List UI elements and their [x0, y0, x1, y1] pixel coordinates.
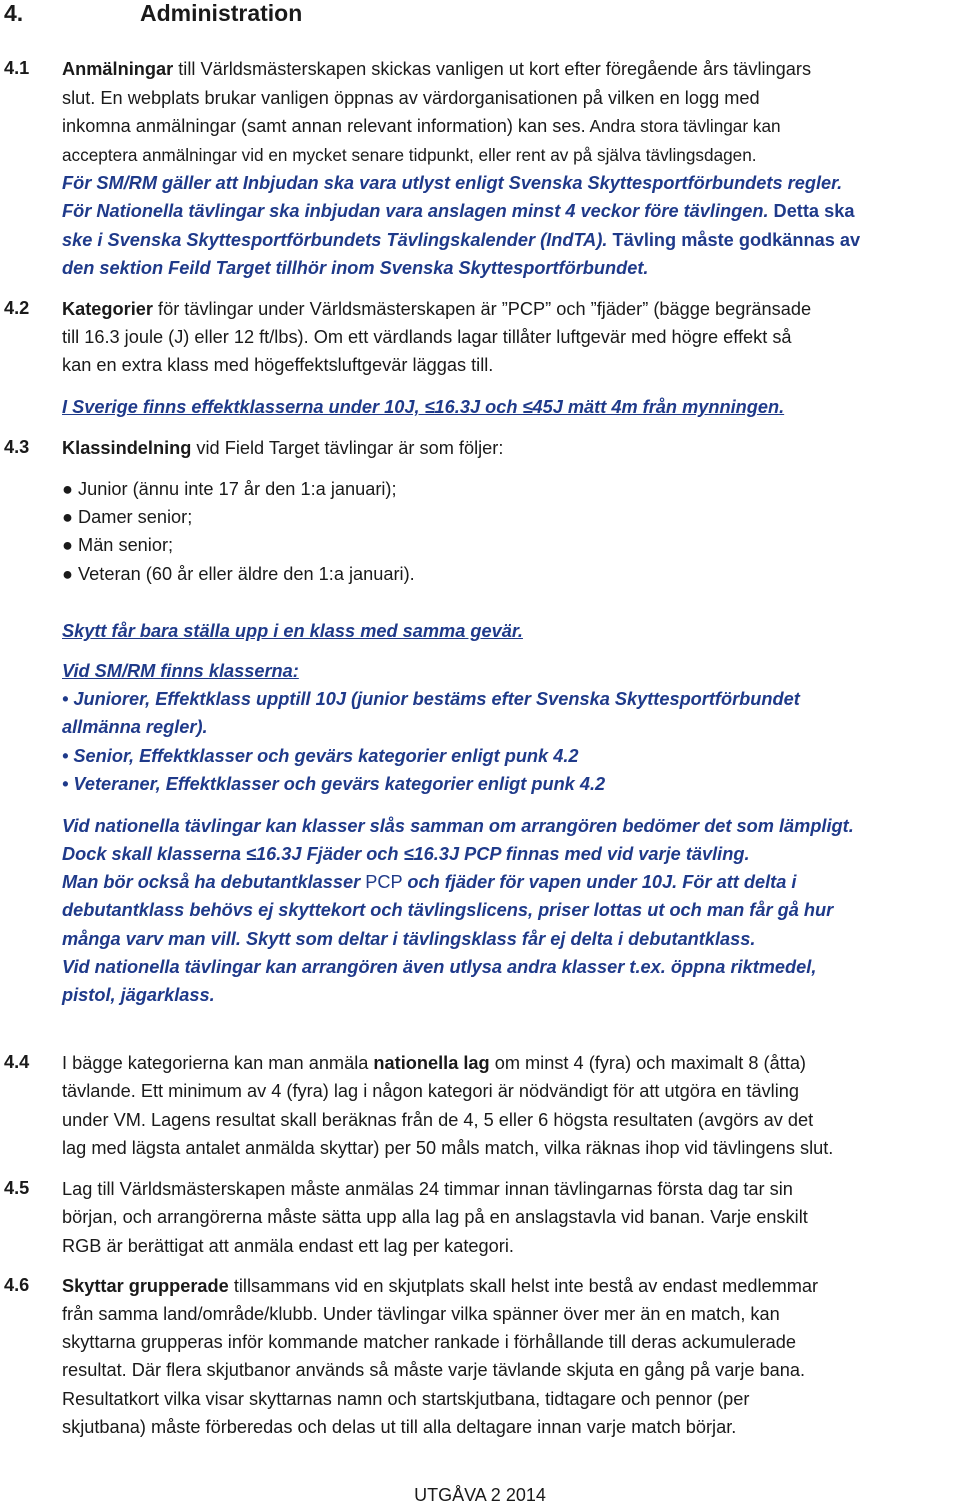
- section-4-3-p3-b: PCP: [360, 872, 408, 892]
- section-4-3-paragraph-line: debutantklass behövs ej skyttekort och tävlingslicens, priser lottas ut och man får gå hur: [62, 900, 834, 920]
- section-4-1-line-1-text: till Världsmästerskapen skickas vanligen ut kort efter föregående års tävlingars: [173, 59, 812, 79]
- section-4-4-line-1-c: om minst 4 (fyra) och maximalt 8 (åtta): [489, 1053, 806, 1073]
- section-4-1-lead: Anmälningar: [62, 59, 174, 79]
- section-4-1-line-3-b: Andra stora tävlingar kan: [585, 116, 781, 136]
- page-footer: UTGÅVA 2 2014: [414, 1485, 546, 1505]
- section-4-2-blue-1: I Sverige finns effektklasserna under 10J, ≤16.3J och ≤45J mätt 4m från mynningen.: [62, 397, 785, 417]
- section-4-6-line-6: skjutbana) måste förberedas och delas ut till alla deltagare innan varje match börjar.: [62, 1417, 737, 1437]
- sm-class-item: • Senior, Effektklasser och gevärs kategorier enligt punk 4.2: [62, 746, 579, 766]
- section-4-6-line-1-text: tillsammans vid en skjutplats skall helst inte bestå av endast medlemmar: [228, 1276, 819, 1296]
- section-number: 4.: [4, 0, 24, 26]
- section-4-5-line-1: Lag till Världsmästerskapen måste anmälas 24 timmar innan tävlingarnas första dag tar sin: [62, 1179, 793, 1199]
- class-list-item: ● Junior (ännu inte 17 år den 1:a januari);: [62, 479, 397, 499]
- section-4-4-lead: nationella lag: [373, 1053, 490, 1073]
- section-4-3-paragraph-line: Vid nationella tävlingar kan klasser slås samman om arrangören bedömer det som lämpligt.: [62, 816, 854, 836]
- section-4-3-number: 4.3: [4, 437, 30, 457]
- section-4-1-blue-3-b: Tävling måste godkännas av: [607, 230, 861, 250]
- section-4-5-line-2: början, och arrangörerna måste sätta upp alla lag på en anslagstavla vid banan. Varje enskilt: [62, 1207, 808, 1227]
- section-4-3-line-1-text: vid Field Target tävlingar är som följer:: [191, 438, 504, 458]
- section-4-1-number: 4.1: [4, 58, 30, 78]
- page-title: Administration: [140, 0, 303, 26]
- section-4-4-line-1-a: I bägge kategorierna kan man anmäla: [62, 1053, 374, 1073]
- section-4-2-number: 4.2: [4, 298, 30, 318]
- section-4-1-line-1: [62, 58, 811, 80]
- section-4-2-line-2: [62, 326, 792, 348]
- section-4-4-line-1: [62, 1052, 806, 1074]
- sm-class-item: • Veteraner, Effektklasser och gevärs kategorier enligt punk 4.2: [62, 774, 606, 794]
- section-4-3-paragraph-line: [62, 871, 796, 893]
- section-4-1-blue-2: [62, 200, 854, 222]
- section-4-1-line-3: [62, 115, 781, 137]
- section-4-4-line-4: lag med lägsta antalet anmälda skyttar) per 50 måls match, vilka räknas ihop vid tävlingens slut.: [62, 1138, 834, 1158]
- section-4-1-line-4: acceptera anmälningar vid en mycket senare tidpunkt, eller rent av på själva tävlingsdagen.: [62, 145, 757, 165]
- section-4-4-line-3: under VM. Lagens resultat skall beräknas från de 4, 5 eller 6 högsta resultaten (avgörs av det: [62, 1110, 814, 1130]
- section-4-3-paragraph-line: Dock skall klasserna ≤16.3J Fjäder och ≤16.3J PCP finnas med vid varje tävling.: [62, 844, 750, 864]
- sm-class-item: allmänna regler).: [62, 717, 208, 737]
- section-4-6-lead: Skyttar grupperade: [62, 1276, 229, 1296]
- section-4-3-paragraph-line: många varv man vill. Skytt som deltar i tävlingsklass får ej delta i debutantklass.: [62, 929, 756, 949]
- section-4-2-line-1: [62, 298, 811, 320]
- section-4-3-p3-a: Man bör också ha debutantklasser: [62, 872, 361, 892]
- section-4-1-line-2: slut. En webplats brukar vanligen öppnas av värdorganisationen på vilken en logg med: [62, 88, 760, 108]
- section-4-3-line-1: [62, 437, 503, 459]
- section-4-2-line-3: kan en extra klass med högeffektsluftgevär läggas till.: [62, 355, 494, 375]
- section-4-6-number: 4.6: [4, 1275, 30, 1295]
- section-4-4-line-2: tävlande. Ett minimum av 4 (fyra) lag i någon kategori är nödvändigt för att utgöra en tävling: [62, 1081, 799, 1101]
- sm-class-item: • Juniorer, Effektklass upptill 10J (junior bestäms efter Svenska Skyttesportförbundet: [62, 689, 800, 709]
- section-4-2-line-2-b: Om ett värdlands lagar tillåter luftgevär med högre effekt så: [308, 327, 792, 347]
- section-4-6-line-1: [62, 1275, 818, 1297]
- section-4-1-blue-4: den sektion Feild Target tillhör inom Svenska Skyttesportförbundet.: [62, 258, 649, 278]
- section-4-2-line-1-text: för tävlingar under Världsmästerskapen är ”PCP” och ”fjäder” (bägge begränsade: [152, 299, 812, 319]
- section-4-1-blue-2-b: Detta ska: [768, 201, 855, 221]
- section-4-2-line-2-a: till 16.3 joule (J) eller 12 ft/lbs).: [62, 327, 309, 347]
- section-4-6-line-5: Resultatkort vilka visar skyttarnas namn och startskjutbana, tidtagare och pennor (per: [62, 1389, 750, 1409]
- class-list-item: ● Män senior;: [62, 535, 174, 555]
- section-4-6-line-2: från samma land/område/klubb. Under tävlingar vilka spänner över mer än en match, kan: [62, 1304, 780, 1324]
- section-4-1-blue-3-a: ske i Svenska Skyttesportförbundets Tävlingskalender (IndTA).: [62, 230, 608, 250]
- section-4-3-paragraph-line: Vid nationella tävlingar kan arrangören även utlysa andra klasser t.ex. öppna riktmedel,: [62, 957, 817, 977]
- section-4-2-lead: Kategorier: [62, 299, 153, 319]
- section-4-6-line-3: skyttarna grupperas inför kommande matcher rankade i förhållande till deras ackumulerade: [62, 1332, 796, 1352]
- section-4-1-blue-3: [62, 229, 860, 251]
- class-list-item: ● Damer senior;: [62, 507, 193, 527]
- section-4-3-p3-c: och fjäder för vapen under 10J. För att delta i: [407, 872, 797, 892]
- section-4-5-line-3: RGB är berättigat att anmäla endast ett lag per kategori.: [62, 1236, 514, 1256]
- section-4-1-blue-2-a: För Nationella tävlingar ska inbjudan vara anslagen minst 4 veckor före tävlingen.: [62, 201, 769, 221]
- section-4-6-line-4: resultat. Där flera skjutbanor används så måste varje tävlande skjuta en gång på varje bana.: [62, 1360, 806, 1380]
- class-list-item: ● Veteran (60 år eller äldre den 1:a januari).: [62, 564, 415, 584]
- section-4-3-note-1: Skytt får bara ställa upp i en klass med samma gevär.: [62, 621, 523, 641]
- section-4-1-line-3-a: inkomna anmälningar (samt annan relevant information) kan ses.: [62, 116, 586, 136]
- section-4-1-blue-1: För SM/RM gäller att Inbjudan ska vara utlyst enligt Svenska Skyttesportförbundets regler.: [62, 173, 843, 193]
- section-4-3-note-2: Vid SM/RM finns klasserna:: [62, 661, 299, 681]
- section-4-3-lead: Klassindelning: [62, 438, 192, 458]
- section-4-3-paragraph-line: pistol, jägarklass.: [62, 985, 215, 1005]
- section-4-4-number: 4.4: [4, 1052, 30, 1072]
- section-4-5-number: 4.5: [4, 1178, 30, 1198]
